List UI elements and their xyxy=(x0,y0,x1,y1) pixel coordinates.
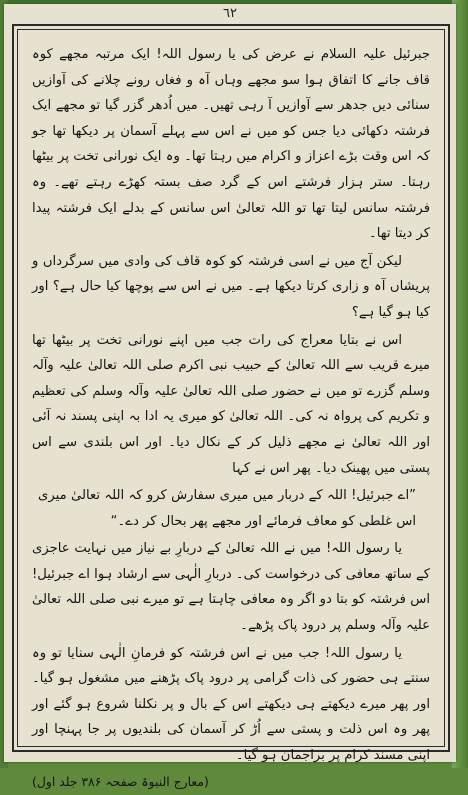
page-border-outer xyxy=(12,24,450,789)
reference-line xyxy=(32,769,430,795)
source-citation: (معارج النبوۃ صفحہ ۳۸۶ جلد اول) xyxy=(32,773,209,789)
paragraph-angel-explains: اس نے بتایا معراج کی رات جب میں اپنے نورانی تخت پر بیٹھا تھا میرے قریب سے اللہ تعالیٰ کے حبیب نبی اکرم صلی اللہ تعالیٰ علیہ وآلہ وسلم گزرے تو میں نے حضور صلی اللہ تعالیٰ علیہ وآلہ وسلم کی تعظیم و تکریم کی پرواہ نہ کی۔ اللہ تعالیٰ کو میری یہ ادا بہ اپنی پسند نہ آئی اور اللہ تعالیٰ نے مجھے ذلیل کر کے نکال دیا۔ اور اس بلندی سے اس پستی میں پھینک دیا۔ پھر اس نے کہا xyxy=(32,332,430,476)
paragraph-angel-plea: ”اے جبرئیل! اللہ کے دربار میں میری سفارش کرو کہ اللہ تعالیٰ میری اس غلطی کو معاف فرمائے اور مجھے پھر بحال کر دے۔“ xyxy=(38,488,416,529)
paragraph-gabriel-story: جبرئیل علیہ السلام نے عرض کی یا رسول اللہ! ایک مرتبہ مجھے کوہ قاف جانے کا اتفاق ہوا سو مجھے وہاں آہ و فغاں رونے چلانے کی آوازیں سنائی دیں جدھر سے آوازیں آ رہی تھیں۔ میں اُدھر گزر گیا تو مجھے ایک فرشتہ دکھائی دیا جس کو میں نے اس سے پہلے آسمان پر دیکھا تھا جو کہ اس وقت بڑے اعزاز و اکرام میں رہتا تھا۔ وہ ایک نورانی تخت پر بیٹھا رہتا۔ ستر ہزار فرشتے اس کے گرد صف بستہ کھڑے رہتے تھے۔ وہ فرشتہ سانس لیتا تھا تو اللہ تعالیٰ اس سانس کے بدلے ایک فرشتہ پیدا کر دیتا تھا۔ xyxy=(32,47,430,242)
paragraph-angel-found: لیکن آج میں نے اسی فرشتہ کو کوہ قاف کی وادی میں سرگرداں و پریشاں آہ و زاری کرتا دیکھا ہے۔ میں نے اس سے پوچھا کیا حال ہے؟ اور کیا ہو گیا ہے؟ xyxy=(32,253,430,320)
page-border-inner xyxy=(17,29,445,789)
page-number: ٦٢ xyxy=(223,6,237,21)
book-page xyxy=(4,4,456,789)
paragraph-angel-restored: یا رسول اللہ! جب میں نے اس فرشتہ کو فرمانِ الٰہی سنایا تو وہ سنتے ہی حضور کی ذات گرامی پر درود پاک پڑھنے میں مشغول ہو گیا۔ اور پھر میرے دیکھتے ہی دیکھتے اس کے بال و پر نکلنا شروع ہو گئے اور پھر وہ اس ذلت و پستی سے اُڑ کر آسمان کی بلندیوں پر جا پہنچا اور اپنی مسند کرام پر براجمان ہو گیا۔ xyxy=(32,645,430,764)
urdu-text-body xyxy=(32,40,430,789)
paragraph-divine-reply: یا رسول اللہ! میں نے اللہ تعالیٰ کے دربارِ بے نیاز میں نہایت عاجزی کے ساتھ معافی کی درخواست کی۔ دربارِ الٰہی سے ارشاد ہوا اے جبرئیل! اس فرشتہ کو بتا دو اگر وہ معافی چاہتا ہے تو میرے نبی صلی اللہ تعالیٰ علیہ وآلہ وسلم پر درود پاک پڑھے۔ xyxy=(32,541,430,634)
